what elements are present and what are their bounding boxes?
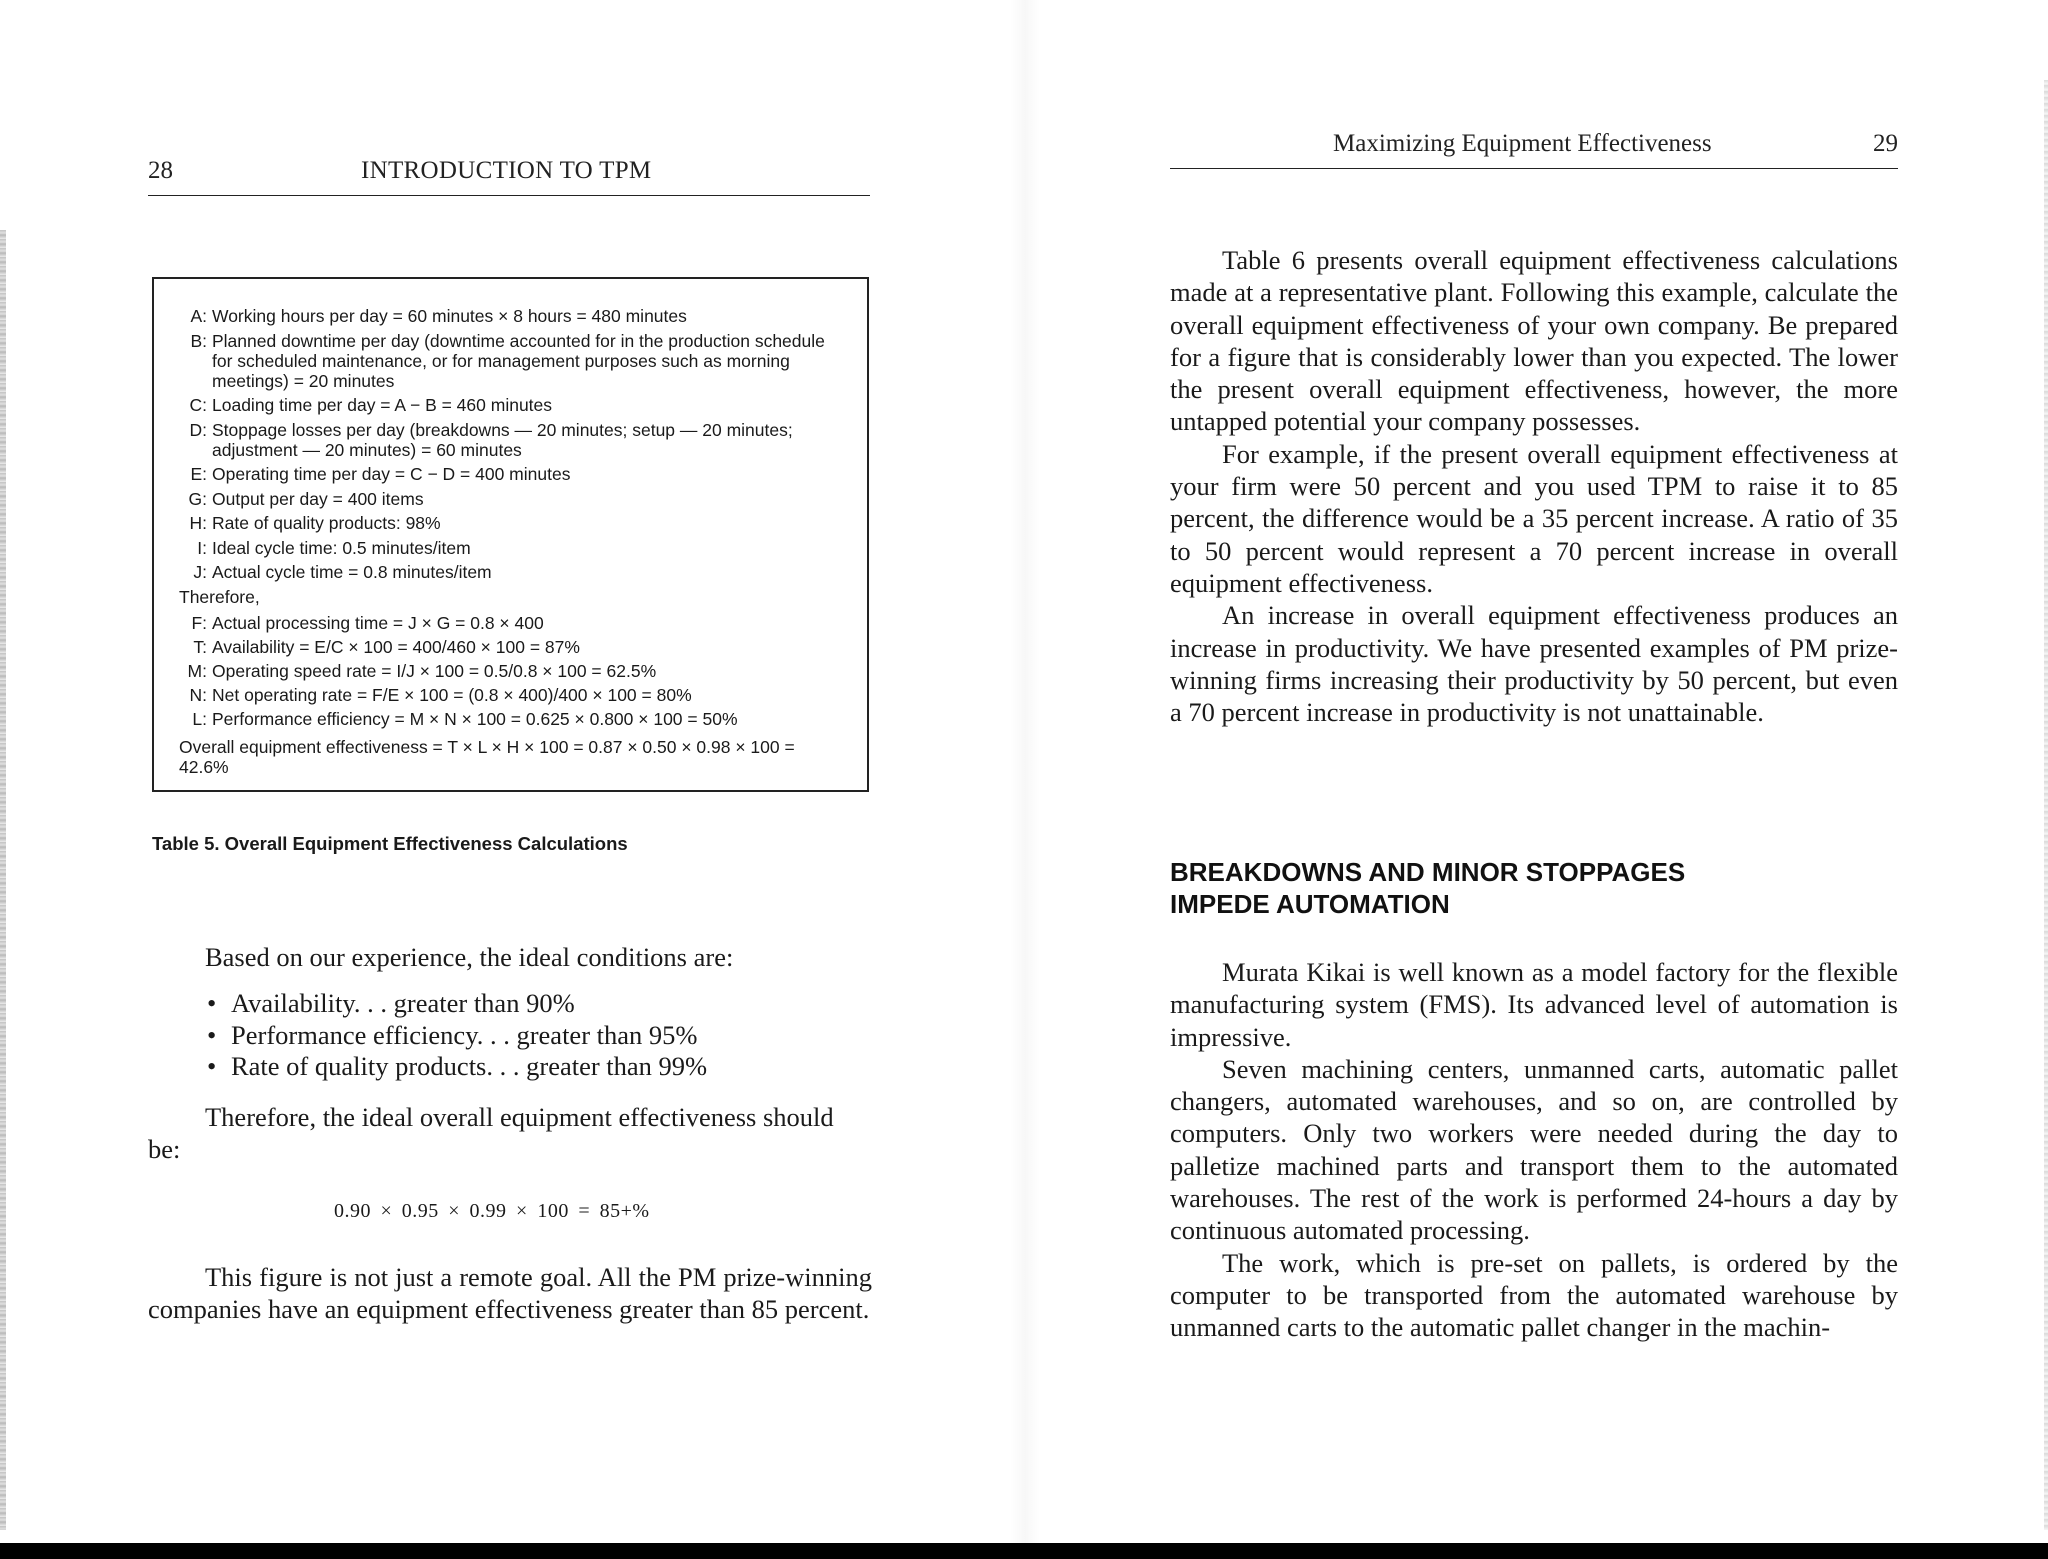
table5-row — [179, 562, 847, 582]
table5-given-values — [179, 306, 847, 582]
row-text: Working hours per day = 60 minutes × 8 hours = 480 minutes — [212, 306, 687, 326]
row-label: A: — [190, 306, 207, 326]
row-label: M: — [187, 660, 207, 681]
closing-paragraph — [148, 1262, 872, 1325]
paragraph: An increase in overall equipment effectiveness produces an increase in productivity. We have presented examples of PM prize-winning firms increasing their productivity by 50 percent, but even a 70 percent increase in productivity is not unattainable. — [1170, 600, 1898, 728]
right-running-head — [1170, 128, 1898, 169]
row-label: J: — [193, 562, 207, 582]
row-text: Output per day = 400 items — [212, 488, 424, 509]
row-label: G: — [188, 488, 207, 509]
table5-row — [179, 331, 847, 391]
page-edge-right — [2044, 80, 2048, 1530]
row-text: Loading time per day = A − B = 460 minutes — [212, 395, 553, 415]
table5-row — [179, 489, 847, 509]
paragraph: For example, if the present overall equipment effectiveness at your firm were 50 percent and you used TPM to raise it to 85 percent, the difference would be a 35 percent increase. A ratio of 35 to 50 percent would represent a 70 percent increase in overall equipment effectiveness. — [1170, 438, 1898, 598]
table5-row — [179, 661, 847, 681]
right-running-title: Maximizing Equipment Effectiveness — [1333, 130, 1712, 157]
row-text: Availability = E/C × 100 = 400/460 × 100 = 87% — [212, 636, 580, 657]
row-label: C: — [189, 395, 207, 415]
list-item: • Availability. . . greater than 90% — [207, 988, 707, 1020]
table5-row — [179, 538, 847, 558]
right-page-number: 29 — [1873, 130, 1898, 157]
table5-therefore: Therefore, — [179, 586, 260, 607]
table5-row — [179, 464, 847, 484]
row-text: Stoppage losses per day (breakdowns — 20 minutes; setup — 20 minutes; adjustment — 20 minutes) = 60 minutes — [212, 419, 793, 460]
row-text: Actual processing time = J × G = 0.8 × 400 — [212, 612, 544, 633]
table5-row — [179, 395, 847, 415]
table5-row — [179, 709, 847, 729]
right-body-top — [1170, 244, 1898, 728]
left-running-title: INTRODUCTION TO TPM — [361, 157, 652, 184]
row-label: I: — [197, 537, 207, 558]
list-item: • Rate of quality products. . . greater than 99% — [207, 1051, 707, 1083]
ideal-oee-formula: 0.90 × 0.95 × 0.99 × 100 = 85+% — [334, 1200, 650, 1222]
row-label: E: — [190, 464, 207, 484]
list-item: • Performance efficiency. . . greater than 95% — [207, 1020, 707, 1052]
table5-box — [152, 277, 869, 792]
row-label: N: — [189, 684, 207, 705]
row-label: H: — [189, 513, 207, 533]
table5-row — [179, 420, 847, 460]
row-label: D: — [189, 419, 207, 440]
row-label: B: — [190, 330, 207, 351]
paragraph: The work, which is pre-set on pallets, is ordered by the computer to be transported from the automated warehouse by unmanned carts to the automatic pallet changer in the machin- — [1170, 1247, 1898, 1343]
paragraph: Seven machining centers, unmanned carts, automatic pallet changers, automated warehouses, and so on, are controlled by computers. Only two workers were needed during the day to palletize machined parts and transport them to the automated warehouses. The rest of the work is performed 24-hours a day by continuous automated processing. — [1170, 1053, 1898, 1246]
row-text: Ideal cycle time: 0.5 minutes/item — [212, 537, 471, 558]
row-text: Performance efficiency = M × N × 100 = 0.625 × 0.800 × 100 = 50% — [212, 708, 738, 729]
row-label: F: — [191, 612, 207, 633]
ideal-conditions-list — [207, 988, 707, 1083]
ideal-oee-paragraph — [148, 1102, 872, 1165]
right-body-bottom — [1170, 956, 1898, 1344]
ideal-conditions-intro: Based on our experience, the ideal conditions are: — [205, 942, 734, 972]
paragraph-text: Therefore, the ideal overall equipment effectiveness should be: — [148, 1102, 834, 1164]
table5-caption: Table 5. Overall Equipment Effectiveness Calculations — [152, 833, 628, 854]
row-text: Planned downtime per day (downtime accounted for in the production schedule for scheduled maintenance, or for management purposes such as morning meetings) = 20 minutes — [212, 330, 825, 391]
table5-row — [179, 637, 847, 657]
section-heading — [1170, 856, 1685, 920]
row-text: Actual cycle time = 0.8 minutes/item — [212, 562, 492, 582]
row-text: Net operating rate = F/E × 100 = (0.8 × 400)/400 × 100 = 80% — [212, 684, 692, 705]
table5-derived-values — [179, 613, 847, 729]
table5-row — [179, 685, 847, 705]
table5-row — [179, 306, 847, 326]
gutter-shadow — [1010, 0, 1040, 1559]
row-label: L: — [192, 708, 207, 729]
page-edge-left — [0, 230, 6, 1530]
section-heading-line: IMPEDE AUTOMATION — [1170, 889, 1450, 919]
row-text: Operating speed rate = I/J × 100 = 0.5/0.8 × 100 = 62.5% — [212, 660, 657, 681]
table5-row — [179, 613, 847, 633]
row-text: Operating time per day = C − D = 400 minutes — [212, 464, 571, 484]
row-label: T: — [193, 636, 207, 657]
paragraph: Murata Kikai is well known as a model factory for the flexible manufacturing system (FMS). Its advanced level of automation is impressive. — [1170, 957, 1898, 1052]
paragraph: Table 6 presents overall equipment effectiveness calculations made at a representative plant. Following this example, calculate the overall equipment effectiveness of your own company. Be prepared for a figure that is considerably lower than you expected. The lower the present overall equipment effectiveness, however, the more untapped potential your company possesses. — [1170, 245, 1898, 437]
paragraph-text: This figure is not just a remote goal. All the PM prize-winning companies have an equipment effectiveness greater than 85 percent. — [148, 1262, 872, 1324]
scan-bottom-band — [0, 1543, 2048, 1559]
left-running-head — [148, 155, 870, 196]
row-text: Rate of quality products: 98% — [212, 513, 441, 533]
table5-oee-result: Overall equipment effectiveness = T × L × H × 100 = 0.87 × 0.50 × 0.98 × 100 = 42.6% — [179, 736, 795, 777]
table5-row — [179, 513, 847, 533]
section-heading-line: BREAKDOWNS AND MINOR STOPPAGES — [1170, 857, 1686, 887]
left-page-number: 28 — [148, 157, 173, 184]
